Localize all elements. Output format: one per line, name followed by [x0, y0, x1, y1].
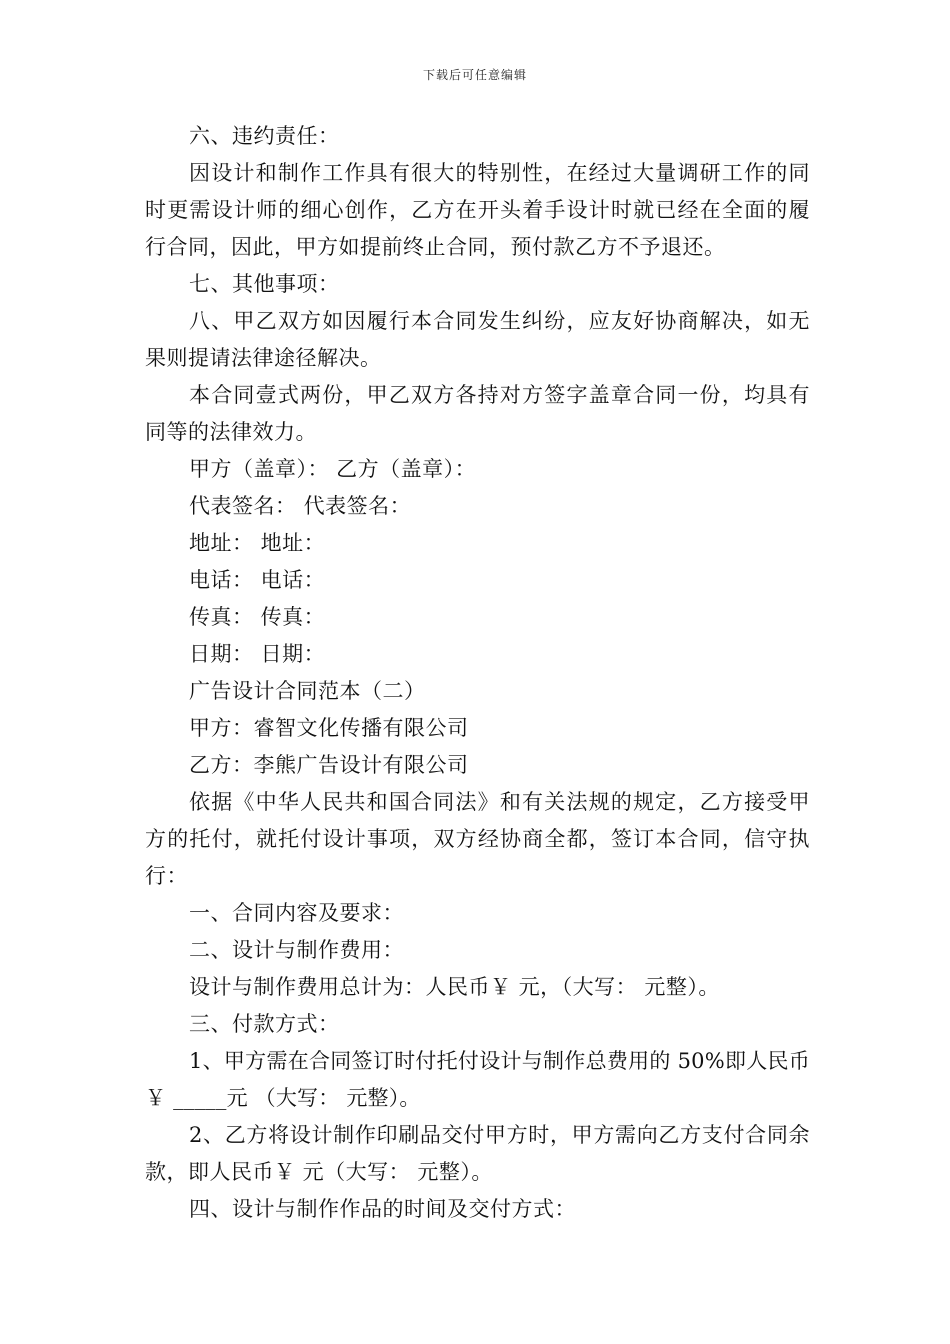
paragraph-breach-detail: 因设计和制作工作具有很大的特别性，在经过大量调研工作的同时更需设计师的细心创作，乙方在开头着手设计时就已经在全面的履行合同，因此，甲方如提前终止合同，预付款乙方不予退还。	[145, 161, 810, 259]
signature-phone-line: 电话： 电话：	[189, 568, 326, 592]
signature-fax-line: 传真： 传真：	[189, 605, 326, 629]
paragraph-payment-first: 1、甲方需在合同签订时付托付设计与制作总费用的 50%即人民币 ￥ _____元 （大写： 元整）。	[145, 1049, 810, 1110]
section-heading-breach: 六、违约责任：	[189, 124, 340, 148]
party-b-line: 乙方：李熊广告设计有限公司	[189, 753, 469, 777]
signature-address-line: 地址： 地址：	[189, 531, 326, 555]
signature-date-line: 日期： 日期：	[189, 642, 326, 666]
signature-seal-line: 甲方（盖章）： 乙方（盖章）：	[189, 457, 477, 481]
section-heading-other: 七、其他事项：	[189, 272, 340, 296]
section-heading-delivery: 四、设计与制作作品的时间及交付方式：	[189, 1197, 576, 1221]
paragraph-copies: 本合同壹式两份，甲乙双方各持对方签字盖章合同一份，均具有同等的法律效力。	[145, 383, 810, 444]
party-a-line: 甲方：睿智文化传播有限公司	[189, 716, 469, 740]
template-title-two: 广告设计合同范本（二）	[189, 679, 426, 703]
paragraph-payment-second: 2、乙方将设计制作印刷品交付甲方时，甲方需向乙方支付合同余款，即人民币￥ 元（大写： 元整）。	[145, 1123, 810, 1184]
contract-body	[145, 118, 810, 1228]
header-note: 下载后可任意编辑	[422, 68, 527, 82]
section-heading-payment: 三、付款方式：	[189, 1012, 340, 1036]
paragraph-dispute: 八、甲乙双方如因履行本合同发生纠纷，应友好协商解决，如无果则提请法律途径解决。	[145, 309, 810, 370]
section-heading-content: 一、合同内容及要求：	[189, 901, 404, 925]
paragraph-fee-total: 设计与制作费用总计为：人民币￥ 元，（大写： 元整）。	[189, 975, 720, 999]
section-heading-fees: 二、设计与制作费用：	[189, 938, 404, 962]
signature-rep-line: 代表签名： 代表签名：	[189, 494, 412, 518]
paragraph-legal-basis: 依据《中华人民共和国合同法》和有关法规的规定，乙方接受甲方的托付，就托付设计事项，双方经协商全都，签订本合同，信守执行：	[145, 790, 810, 888]
